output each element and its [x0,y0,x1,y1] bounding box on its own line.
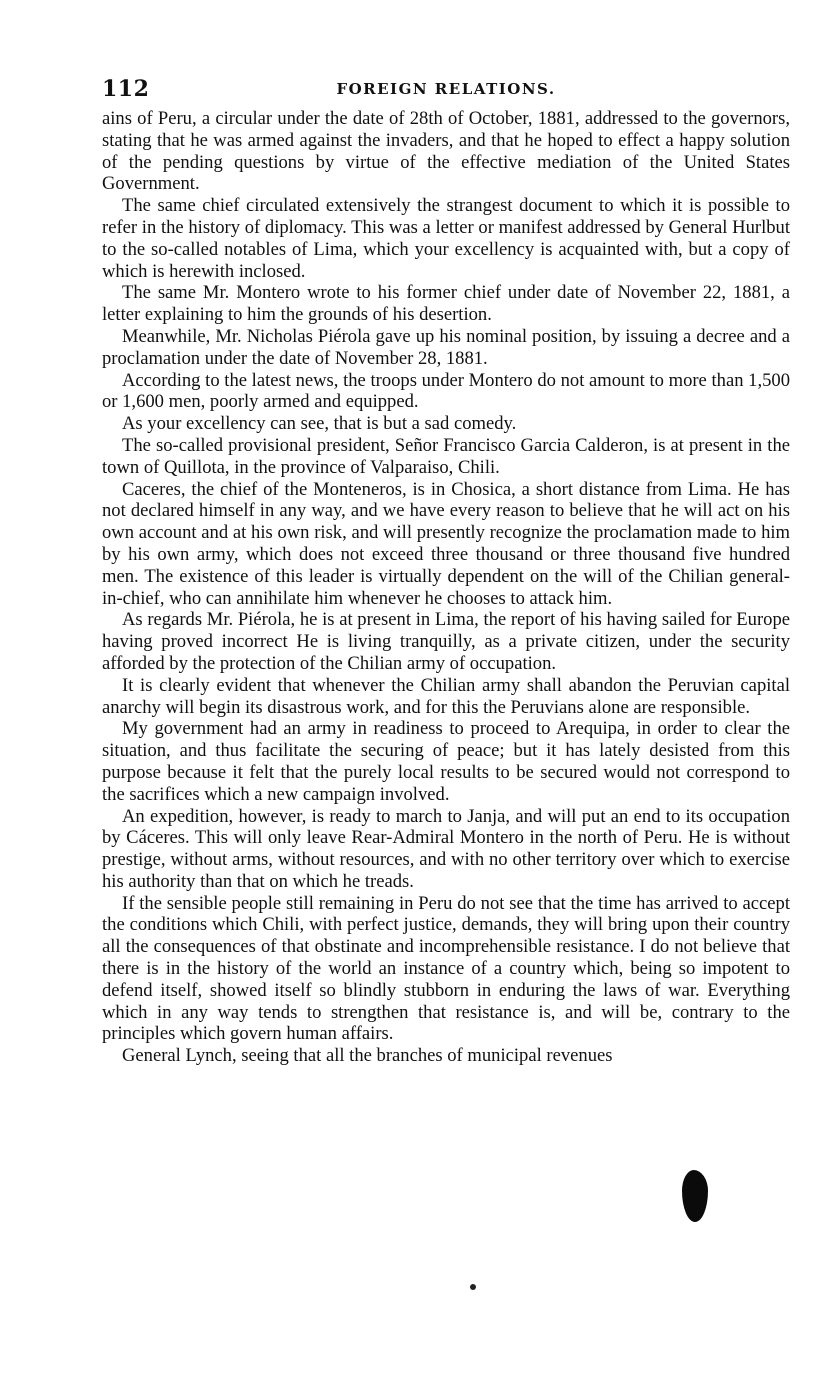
paragraph: Meanwhile, Mr. Nicholas Piérola gave up his nominal position, by issuing a decree and a proclamation under the date of November 28, 1881. [102,325,790,369]
paragraph: As regards Mr. Piérola, he is at present in Lima, the report of his having sailed for Europe having proved incorrect He is living tranquilly, as a private citizen, under the security afforded by the protection of the Chilian army of occupation. [102,609,790,674]
paragraph: ains of Peru, a circular under the date of 28th of October, 1881, addressed to the governors, stating that he was armed against the invaders, and that he hoped to effect a happy solution of the pending questions by virtue of the effective mediation of the United States Government. [102,108,790,195]
body-text [102,108,790,1067]
paragraph: The same Mr. Montero wrote to his former chief under date of November 22, 1881, a letter explaining to him the grounds of his desertion. [102,282,790,326]
paragraph: Caceres, the chief of the Monteneros, is in Chosica, a short distance from Lima. He has not declared himself in any way, and we have every reason to believe that he will act on his own account and at his own risk, and will presently recognize the proclamation made to him by his own army, which does not exceed three thousand or three thousand five hundred men. The existence of this leader is virtually dependent on the will of the Chilian general-in-chief, who can annihilate him whenever he chooses to attack him. [102,478,790,609]
paragraph: The so-called provisional president, Señor Francisco Garcia Calderon, is at present in the town of Quillota, in the province of Valparaiso, Chili. [102,434,790,478]
running-title: FOREIGN RELATIONS. [336,80,556,98]
paragraph: General Lynch, seeing that all the branches of municipal revenues [122,1045,613,1067]
paragraph: The same chief circulated extensively the strangest document to which it is possible to refer in the history of diplomacy. This was a letter or manifest addressed by General Hurlbut to the so-called notables of Lima, which your excellency is acquainted with, but a copy of which is herewith inclosed. [102,195,790,282]
paragraph: It is clearly evident that whenever the Chilian army shall abandon the Peruvian capital anarchy will begin its disastrous work, and for this the Peruvians alone are responsible. [102,674,790,718]
paragraph: As your excellency can see, that is but a sad comedy. [122,413,517,435]
paragraph: An expedition, however, is ready to march to Janja, and will put an end to its occupation by Cáceres. This will only leave Rear-Admiral Montero in the north of Peru. He is without prestige, without arms, without resources, and with no other territory over which to exercise his authority than that on which he treads. [102,805,790,892]
document-page [102,72,790,1067]
page-header [102,72,790,108]
paragraph: My government had an army in readiness to proceed to Arequipa, in order to clear the situation, and thus facilitate the securing of peace; but it has lately desisted from this purpose because it felt that the purely local results to be secured would not correspond to the sacrifices which a new campaign involved. [102,718,790,805]
page-number: 112 [102,76,150,102]
ink-blot [682,1170,708,1222]
ink-speck [470,1284,476,1290]
paragraph: If the sensible people still remaining in Peru do not see that the time has arrived to accept the conditions which Chili, with perfect justice, demands, they will bring upon their country all the consequences of that obstinate and incomprehensible resistance. I do not believe that there is in the history of the world an instance of a country which, being so impotent to defend itself, showed itself so blindly stubborn in enduring the laws of war. Everything which in any way tends to strengthen that resistance is, and will be, contrary to the principles which govern human affairs. [102,892,790,1045]
paragraph: According to the latest news, the troops under Montero do not amount to more than 1,500 or 1,600 men, poorly armed and equipped. [102,369,790,413]
